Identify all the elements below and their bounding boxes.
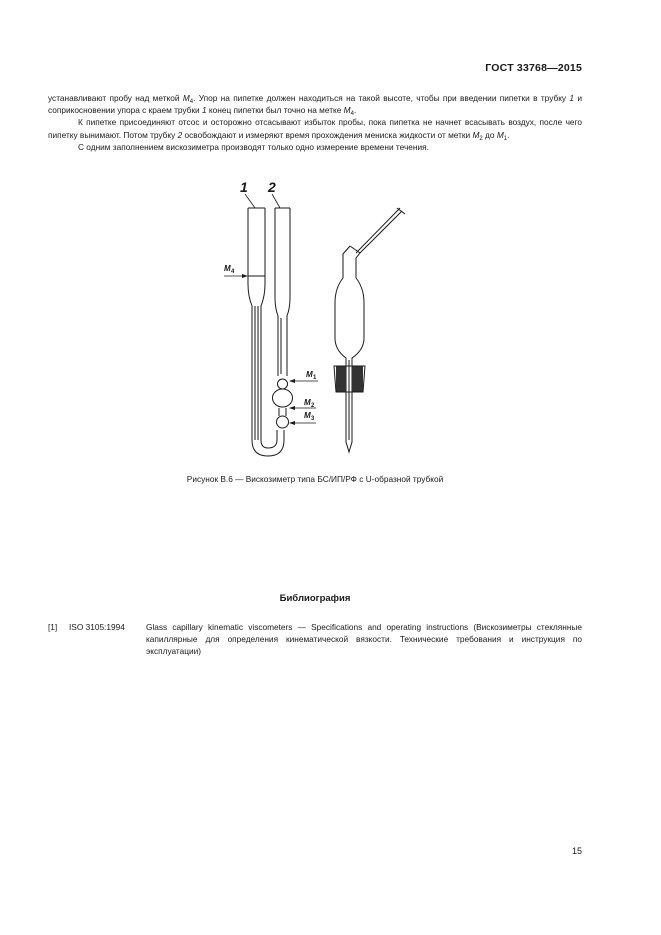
document-header: ГОСТ 33768—2015 (485, 62, 582, 74)
page-number: 15 (571, 846, 582, 856)
viscometer-drawing (210, 178, 430, 463)
mark-m3-label: M (304, 411, 311, 420)
tube-1-label: 1 (240, 179, 248, 195)
paragraph-2: К пипетке присоединяют отсос и осторожно отсасывают избыток пробы, пока пипетка не начнет всасывать воздух, после чего пипетку вынимают. Потом трубку 2 освобождают и измеряют время прохождения мениска жидкости от метки $M_2$ до $M_1$. (48, 117, 582, 142)
mark-m1-label: M (306, 370, 313, 379)
body-text (48, 92, 582, 153)
mark-m2-label: M (304, 398, 311, 407)
paragraph-1: устанавливают пробу над меткой $M_4$. Упор на пипетке должен находиться на такой высоте, чтобы при введении пипетки в трубку 1 и соприкосновении упора с краем трубки 1 конец пипетки был точно на метке $M_4$. (48, 93, 582, 118)
bibliography-entry-standard: ISO 3105:1994 (69, 622, 125, 632)
mark-m4-label: M (224, 264, 231, 273)
figure-caption: Рисунок В.6 — Вискозиметр типа БС/ИП/РФ с U-образной трубкой (186, 474, 444, 484)
viscometer-figure (210, 178, 430, 463)
bibliography-title: Библиография (279, 593, 351, 604)
tube-2-label: 2 (268, 179, 276, 195)
mark-m3-sub: 3 (311, 416, 315, 422)
mark-m1-sub: 1 (313, 375, 317, 381)
bibliography-entry (48, 621, 582, 658)
mark-m2-sub: 2 (311, 403, 315, 409)
bibliography-entry-description: Glass capillary kinematic viscometers — Specifications and operating instructions (Вискозиметры стеклянные капиллярные для определения кинематической вязкости. Технические требования и инструкция по эксплуатации) (146, 622, 582, 657)
paragraph-3: С одним заполнением вискозиметра производят только одно измерение времени течения. (78, 141, 429, 152)
mark-m4-sub: 4 (231, 269, 235, 275)
bibliography-entry-number: [1] (48, 622, 58, 632)
